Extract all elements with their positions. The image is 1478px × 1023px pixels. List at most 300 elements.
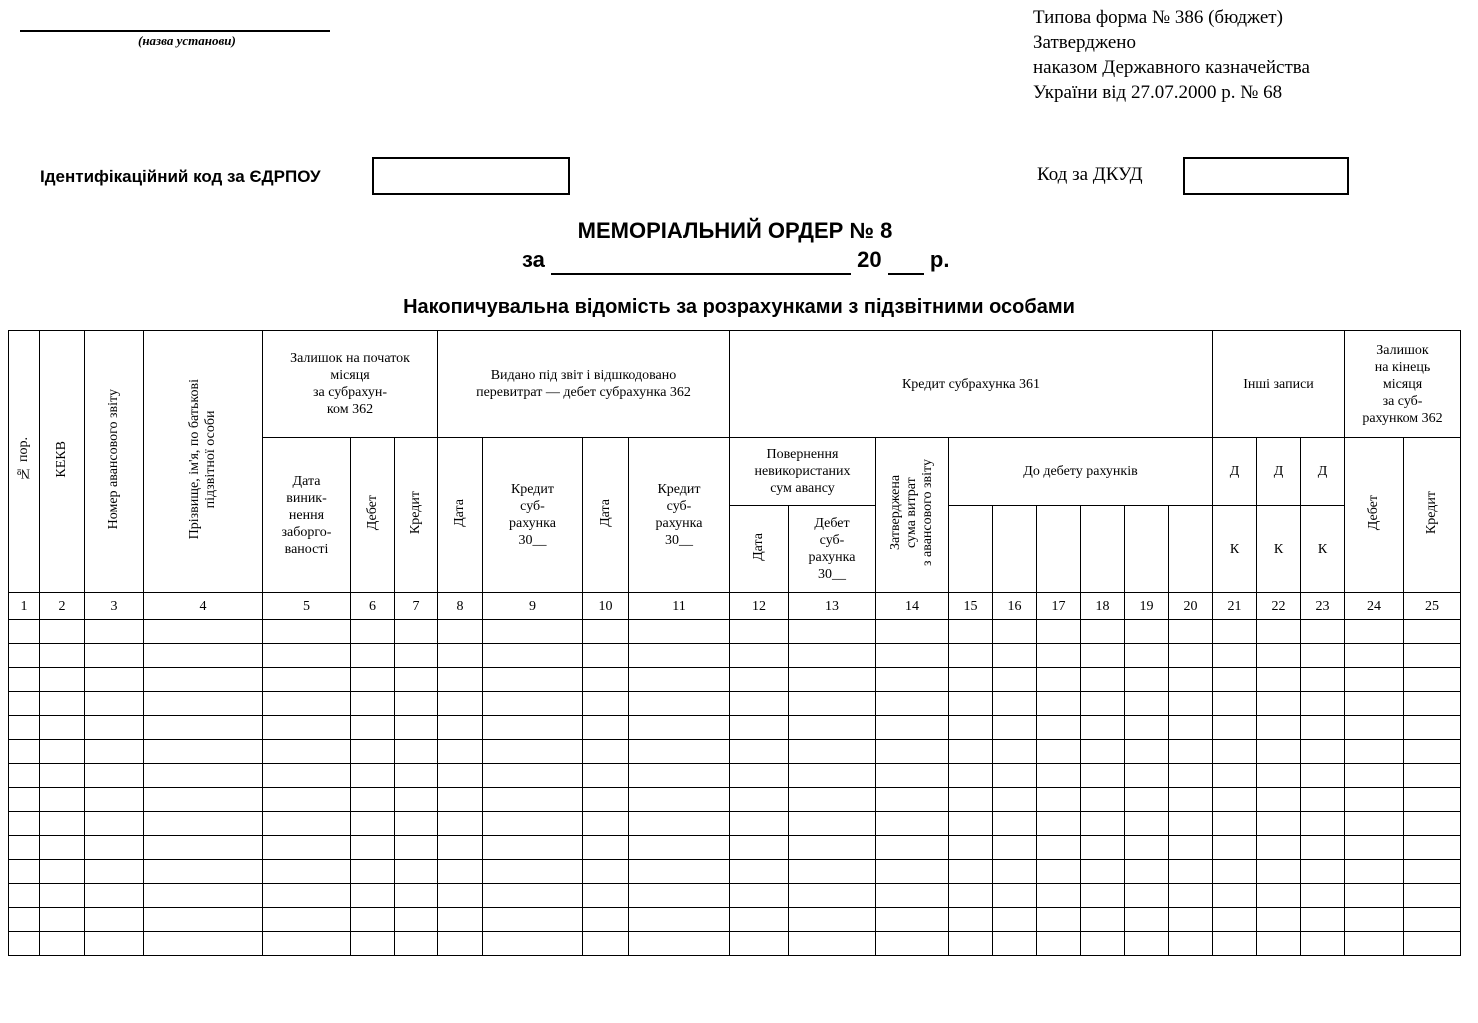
entry-cell[interactable] (1345, 908, 1404, 932)
entry-cell[interactable] (438, 620, 483, 644)
entry-cell[interactable] (583, 668, 629, 692)
entry-cell[interactable] (993, 932, 1037, 956)
entry-cell[interactable] (1037, 620, 1081, 644)
entry-cell[interactable] (1169, 644, 1213, 668)
entry-cell[interactable] (1257, 812, 1301, 836)
entry-cell[interactable] (1345, 764, 1404, 788)
entry-cell[interactable] (1125, 644, 1169, 668)
entry-cell[interactable] (85, 620, 144, 644)
entry-cell[interactable] (876, 644, 949, 668)
entry-cell[interactable] (438, 692, 483, 716)
entry-cell[interactable] (395, 644, 438, 668)
entry-cell[interactable] (395, 836, 438, 860)
entry-cell[interactable] (40, 620, 85, 644)
entry-cell[interactable] (395, 884, 438, 908)
entry-cell[interactable] (1081, 884, 1125, 908)
entry-cell[interactable] (263, 692, 351, 716)
account-cell[interactable] (1037, 506, 1081, 593)
entry-cell[interactable] (1125, 764, 1169, 788)
entry-cell[interactable] (1257, 740, 1301, 764)
entry-cell[interactable] (730, 620, 789, 644)
entry-cell[interactable] (1125, 668, 1169, 692)
entry-cell[interactable] (40, 932, 85, 956)
entry-cell[interactable] (1169, 932, 1213, 956)
entry-cell[interactable] (438, 860, 483, 884)
entry-cell[interactable] (9, 860, 40, 884)
entry-cell[interactable] (263, 740, 351, 764)
entry-cell[interactable] (789, 620, 876, 644)
entry-cell[interactable] (949, 812, 993, 836)
entry-cell[interactable] (1404, 716, 1461, 740)
entry-cell[interactable] (9, 716, 40, 740)
entry-cell[interactable] (949, 692, 993, 716)
entry-cell[interactable] (144, 860, 263, 884)
entry-cell[interactable] (85, 860, 144, 884)
entry-cell[interactable] (583, 644, 629, 668)
entry-cell[interactable] (876, 668, 949, 692)
entry-cell[interactable] (438, 740, 483, 764)
account-cell[interactable] (1125, 506, 1169, 593)
entry-cell[interactable] (629, 740, 730, 764)
entry-cell[interactable] (351, 668, 395, 692)
entry-cell[interactable] (583, 764, 629, 788)
entry-cell[interactable] (1345, 716, 1404, 740)
entry-cell[interactable] (1213, 764, 1257, 788)
entry-cell[interactable] (583, 860, 629, 884)
entry-cell[interactable] (1345, 692, 1404, 716)
entry-cell[interactable] (1345, 836, 1404, 860)
entry-cell[interactable] (629, 692, 730, 716)
year-field[interactable] (888, 247, 924, 275)
entry-cell[interactable] (144, 740, 263, 764)
entry-cell[interactable] (1169, 620, 1213, 644)
entry-cell[interactable] (1404, 932, 1461, 956)
entry-cell[interactable] (730, 644, 789, 668)
entry-cell[interactable] (583, 716, 629, 740)
entry-cell[interactable] (9, 788, 40, 812)
entry-cell[interactable] (949, 788, 993, 812)
entry-cell[interactable] (1345, 740, 1404, 764)
entry-cell[interactable] (583, 740, 629, 764)
entry-cell[interactable] (1213, 620, 1257, 644)
entry-cell[interactable] (993, 860, 1037, 884)
entry-cell[interactable] (1301, 764, 1345, 788)
entry-cell[interactable] (949, 620, 993, 644)
entry-cell[interactable] (483, 764, 583, 788)
entry-cell[interactable] (144, 932, 263, 956)
entry-cell[interactable] (1081, 908, 1125, 932)
entry-cell[interactable] (9, 668, 40, 692)
entry-cell[interactable] (483, 692, 583, 716)
entry-cell[interactable] (1345, 884, 1404, 908)
entry-cell[interactable] (1257, 692, 1301, 716)
entry-cell[interactable] (1404, 836, 1461, 860)
entry-cell[interactable] (583, 884, 629, 908)
entry-cell[interactable] (40, 716, 85, 740)
entry-cell[interactable] (949, 644, 993, 668)
entry-cell[interactable] (876, 692, 949, 716)
entry-cell[interactable] (993, 908, 1037, 932)
entry-cell[interactable] (993, 812, 1037, 836)
entry-cell[interactable] (395, 692, 438, 716)
entry-cell[interactable] (1125, 884, 1169, 908)
entry-cell[interactable] (263, 764, 351, 788)
entry-cell[interactable] (351, 620, 395, 644)
entry-cell[interactable] (144, 620, 263, 644)
entry-cell[interactable] (1169, 764, 1213, 788)
entry-cell[interactable] (9, 620, 40, 644)
entry-cell[interactable] (351, 812, 395, 836)
entry-cell[interactable] (144, 812, 263, 836)
entry-cell[interactable] (1169, 812, 1213, 836)
entry-cell[interactable] (263, 644, 351, 668)
entry-cell[interactable] (351, 692, 395, 716)
entry-cell[interactable] (40, 668, 85, 692)
entry-cell[interactable] (789, 860, 876, 884)
entry-cell[interactable] (730, 908, 789, 932)
entry-cell[interactable] (438, 932, 483, 956)
entry-cell[interactable] (1037, 884, 1081, 908)
entry-cell[interactable] (629, 884, 730, 908)
entry-cell[interactable] (1345, 668, 1404, 692)
entry-cell[interactable] (993, 692, 1037, 716)
entry-cell[interactable] (1213, 788, 1257, 812)
entry-cell[interactable] (993, 644, 1037, 668)
entry-cell[interactable] (949, 836, 993, 860)
entry-cell[interactable] (1037, 932, 1081, 956)
entry-cell[interactable] (351, 644, 395, 668)
entry-cell[interactable] (789, 932, 876, 956)
entry-cell[interactable] (1125, 932, 1169, 956)
entry-cell[interactable] (1081, 620, 1125, 644)
entry-cell[interactable] (395, 812, 438, 836)
entry-cell[interactable] (1404, 788, 1461, 812)
entry-cell[interactable] (1404, 668, 1461, 692)
entry-cell[interactable] (483, 860, 583, 884)
entry-cell[interactable] (583, 620, 629, 644)
entry-cell[interactable] (1081, 644, 1125, 668)
entry-cell[interactable] (1213, 836, 1257, 860)
entry-cell[interactable] (1081, 740, 1125, 764)
account-cell[interactable] (949, 506, 993, 593)
entry-cell[interactable] (85, 716, 144, 740)
entry-cell[interactable] (993, 620, 1037, 644)
account-cell[interactable] (993, 506, 1037, 593)
entry-cell[interactable] (9, 692, 40, 716)
entry-cell[interactable] (789, 836, 876, 860)
entry-cell[interactable] (395, 620, 438, 644)
entry-cell[interactable] (40, 644, 85, 668)
entry-cell[interactable] (629, 932, 730, 956)
entry-cell[interactable] (1213, 740, 1257, 764)
entry-cell[interactable] (395, 908, 438, 932)
entry-cell[interactable] (40, 884, 85, 908)
entry-cell[interactable] (1081, 836, 1125, 860)
entry-cell[interactable] (789, 644, 876, 668)
entry-cell[interactable] (1169, 692, 1213, 716)
entry-cell[interactable] (1404, 692, 1461, 716)
entry-cell[interactable] (730, 884, 789, 908)
entry-cell[interactable] (438, 764, 483, 788)
entry-cell[interactable] (730, 860, 789, 884)
entry-cell[interactable] (395, 740, 438, 764)
entry-cell[interactable] (876, 812, 949, 836)
entry-cell[interactable] (9, 644, 40, 668)
entry-cell[interactable] (1125, 692, 1169, 716)
entry-cell[interactable] (1301, 740, 1345, 764)
entry-cell[interactable] (1404, 884, 1461, 908)
entry-cell[interactable] (993, 740, 1037, 764)
entry-cell[interactable] (1257, 908, 1301, 932)
entry-cell[interactable] (949, 860, 993, 884)
entry-cell[interactable] (1213, 668, 1257, 692)
entry-cell[interactable] (629, 812, 730, 836)
entry-cell[interactable] (1125, 620, 1169, 644)
entry-cell[interactable] (1404, 908, 1461, 932)
entry-cell[interactable] (789, 812, 876, 836)
entry-cell[interactable] (438, 668, 483, 692)
entry-cell[interactable] (40, 812, 85, 836)
entry-cell[interactable] (949, 764, 993, 788)
entry-cell[interactable] (85, 884, 144, 908)
entry-cell[interactable] (1125, 716, 1169, 740)
entry-cell[interactable] (263, 812, 351, 836)
entry-cell[interactable] (1404, 860, 1461, 884)
entry-cell[interactable] (583, 932, 629, 956)
entry-cell[interactable] (730, 764, 789, 788)
entry-cell[interactable] (993, 836, 1037, 860)
entry-cell[interactable] (730, 932, 789, 956)
entry-cell[interactable] (1037, 908, 1081, 932)
entry-cell[interactable] (85, 764, 144, 788)
entry-cell[interactable] (40, 740, 85, 764)
entry-cell[interactable] (1169, 884, 1213, 908)
entry-cell[interactable] (1257, 884, 1301, 908)
entry-cell[interactable] (144, 692, 263, 716)
entry-cell[interactable] (1169, 668, 1213, 692)
entry-cell[interactable] (351, 884, 395, 908)
entry-cell[interactable] (1169, 716, 1213, 740)
entry-cell[interactable] (1169, 908, 1213, 932)
entry-cell[interactable] (730, 812, 789, 836)
entry-cell[interactable] (438, 884, 483, 908)
entry-cell[interactable] (85, 740, 144, 764)
entry-cell[interactable] (1345, 620, 1404, 644)
entry-cell[interactable] (438, 836, 483, 860)
entry-cell[interactable] (263, 788, 351, 812)
entry-cell[interactable] (1301, 836, 1345, 860)
entry-cell[interactable] (1257, 716, 1301, 740)
entry-cell[interactable] (263, 620, 351, 644)
entry-cell[interactable] (438, 812, 483, 836)
entry-cell[interactable] (1169, 740, 1213, 764)
entry-cell[interactable] (583, 836, 629, 860)
entry-cell[interactable] (1037, 644, 1081, 668)
entry-cell[interactable] (1257, 620, 1301, 644)
entry-cell[interactable] (1301, 620, 1345, 644)
entry-cell[interactable] (263, 860, 351, 884)
entry-cell[interactable] (351, 740, 395, 764)
entry-cell[interactable] (351, 836, 395, 860)
entry-cell[interactable] (789, 884, 876, 908)
entry-cell[interactable] (1213, 908, 1257, 932)
entry-cell[interactable] (629, 764, 730, 788)
entry-cell[interactable] (483, 668, 583, 692)
entry-cell[interactable] (438, 788, 483, 812)
entry-cell[interactable] (1081, 692, 1125, 716)
entry-cell[interactable] (1037, 740, 1081, 764)
entry-cell[interactable] (483, 788, 583, 812)
entry-cell[interactable] (1404, 740, 1461, 764)
entry-cell[interactable] (1125, 812, 1169, 836)
entry-cell[interactable] (1213, 716, 1257, 740)
entry-cell[interactable] (993, 884, 1037, 908)
entry-cell[interactable] (40, 860, 85, 884)
entry-cell[interactable] (949, 908, 993, 932)
entry-cell[interactable] (1301, 692, 1345, 716)
entry-cell[interactable] (583, 692, 629, 716)
entry-cell[interactable] (629, 908, 730, 932)
entry-cell[interactable] (730, 668, 789, 692)
entry-cell[interactable] (351, 764, 395, 788)
entry-cell[interactable] (351, 788, 395, 812)
entry-cell[interactable] (1345, 644, 1404, 668)
entry-cell[interactable] (1125, 836, 1169, 860)
entry-cell[interactable] (263, 668, 351, 692)
entry-cell[interactable] (1404, 644, 1461, 668)
entry-cell[interactable] (351, 932, 395, 956)
entry-cell[interactable] (395, 932, 438, 956)
entry-cell[interactable] (40, 692, 85, 716)
entry-cell[interactable] (1125, 860, 1169, 884)
entry-cell[interactable] (1037, 764, 1081, 788)
entry-cell[interactable] (1213, 860, 1257, 884)
entry-cell[interactable] (9, 908, 40, 932)
entry-cell[interactable] (629, 788, 730, 812)
entry-cell[interactable] (263, 716, 351, 740)
entry-cell[interactable] (1125, 788, 1169, 812)
entry-cell[interactable] (876, 932, 949, 956)
entry-cell[interactable] (1037, 692, 1081, 716)
entry-cell[interactable] (1345, 812, 1404, 836)
entry-cell[interactable] (993, 764, 1037, 788)
entry-cell[interactable] (85, 908, 144, 932)
entry-cell[interactable] (876, 740, 949, 764)
entry-cell[interactable] (1301, 932, 1345, 956)
entry-cell[interactable] (1125, 740, 1169, 764)
entry-cell[interactable] (1257, 932, 1301, 956)
entry-cell[interactable] (85, 644, 144, 668)
entry-cell[interactable] (263, 932, 351, 956)
entry-cell[interactable] (1213, 812, 1257, 836)
entry-cell[interactable] (144, 764, 263, 788)
entry-cell[interactable] (438, 908, 483, 932)
entry-cell[interactable] (144, 788, 263, 812)
entry-cell[interactable] (876, 716, 949, 740)
entry-cell[interactable] (1213, 932, 1257, 956)
entry-cell[interactable] (1301, 812, 1345, 836)
entry-cell[interactable] (1037, 812, 1081, 836)
entry-cell[interactable] (483, 812, 583, 836)
date-field[interactable] (551, 247, 851, 275)
entry-cell[interactable] (1213, 644, 1257, 668)
entry-cell[interactable] (1345, 860, 1404, 884)
entry-cell[interactable] (85, 932, 144, 956)
entry-cell[interactable] (483, 620, 583, 644)
entry-cell[interactable] (395, 668, 438, 692)
entry-cell[interactable] (1257, 836, 1301, 860)
account-cell[interactable] (1081, 506, 1125, 593)
entry-cell[interactable] (629, 668, 730, 692)
entry-cell[interactable] (789, 692, 876, 716)
entry-cell[interactable] (263, 884, 351, 908)
entry-cell[interactable] (1037, 788, 1081, 812)
entry-cell[interactable] (876, 836, 949, 860)
entry-cell[interactable] (1404, 812, 1461, 836)
entry-cell[interactable] (949, 740, 993, 764)
entry-cell[interactable] (1257, 668, 1301, 692)
entry-cell[interactable] (1169, 788, 1213, 812)
entry-cell[interactable] (1257, 644, 1301, 668)
entry-cell[interactable] (1301, 908, 1345, 932)
entry-cell[interactable] (9, 764, 40, 788)
entry-cell[interactable] (1257, 788, 1301, 812)
entry-cell[interactable] (1081, 860, 1125, 884)
entry-cell[interactable] (438, 716, 483, 740)
institution-name-line[interactable] (20, 30, 330, 32)
entry-cell[interactable] (351, 908, 395, 932)
entry-cell[interactable] (629, 620, 730, 644)
entry-cell[interactable] (263, 836, 351, 860)
entry-cell[interactable] (789, 788, 876, 812)
entry-cell[interactable] (1213, 692, 1257, 716)
entry-cell[interactable] (1301, 884, 1345, 908)
entry-cell[interactable] (9, 740, 40, 764)
entry-cell[interactable] (9, 884, 40, 908)
entry-cell[interactable] (1301, 644, 1345, 668)
entry-cell[interactable] (629, 860, 730, 884)
entry-cell[interactable] (483, 908, 583, 932)
entry-cell[interactable] (85, 812, 144, 836)
entry-cell[interactable] (876, 620, 949, 644)
entry-cell[interactable] (949, 932, 993, 956)
entry-cell[interactable] (629, 836, 730, 860)
entry-cell[interactable] (1037, 716, 1081, 740)
entry-cell[interactable] (629, 644, 730, 668)
entry-cell[interactable] (1037, 668, 1081, 692)
entry-cell[interactable] (1081, 788, 1125, 812)
entry-cell[interactable] (1037, 860, 1081, 884)
entry-cell[interactable] (1169, 836, 1213, 860)
entry-cell[interactable] (993, 668, 1037, 692)
entry-cell[interactable] (1257, 860, 1301, 884)
entry-cell[interactable] (789, 716, 876, 740)
entry-cell[interactable] (730, 692, 789, 716)
entry-cell[interactable] (583, 788, 629, 812)
entry-cell[interactable] (395, 788, 438, 812)
entry-cell[interactable] (1301, 716, 1345, 740)
entry-cell[interactable] (993, 716, 1037, 740)
entry-cell[interactable] (40, 908, 85, 932)
entry-cell[interactable] (144, 836, 263, 860)
account-cell[interactable] (1169, 506, 1213, 593)
entry-cell[interactable] (789, 668, 876, 692)
entry-cell[interactable] (789, 908, 876, 932)
entry-cell[interactable] (1213, 884, 1257, 908)
entry-cell[interactable] (40, 764, 85, 788)
entry-cell[interactable] (144, 908, 263, 932)
entry-cell[interactable] (1169, 860, 1213, 884)
